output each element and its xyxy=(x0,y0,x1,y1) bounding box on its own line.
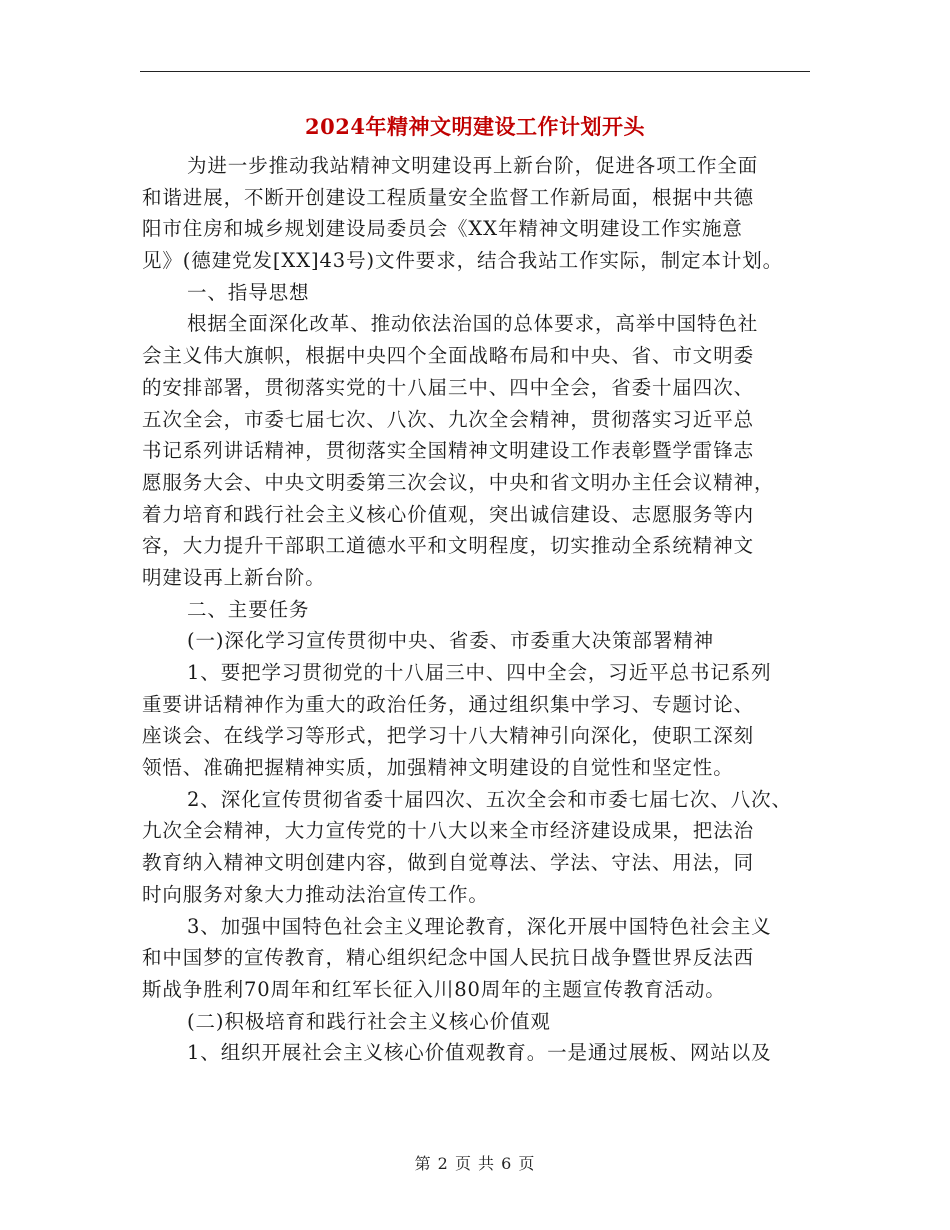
body-line: 时向服务对象大力推动法治宣传工作。 xyxy=(142,882,489,906)
body-line: 书记系列讲话精神，贯彻落实全国精神文明建设工作表彰暨学雷锋志 xyxy=(142,439,755,463)
document-title: 2024年精神文明建设工作计划开头 xyxy=(305,114,645,139)
body-line: 3、加强中国特色社会主义理论教育，深化开展中国特色社会主义 xyxy=(187,914,772,938)
body-line: (二)积极培育和践行社会主义核心价值观 xyxy=(187,1009,551,1033)
body-line: 斯战争胜利70周年和红军长征入川80周年的主题宣传教育活动。 xyxy=(142,977,726,1001)
body-line: 的安排部署，贯彻落实党的十八届三中、四中全会，省委十届四次、 xyxy=(142,375,755,399)
body-line: 2、深化宣传贯彻省委十届四次、五次全会和市委七届七次、八次、 xyxy=(187,787,792,811)
body-line: 九次全会精神，大力宣传党的十八大以来全市经济建设成果，把法治 xyxy=(142,819,755,843)
body-line: 一、指导思想 xyxy=(187,280,310,304)
body-line: 会主义伟大旗帜，根据中央四个全面战略布局和中央、省、市文明委 xyxy=(142,344,755,368)
body-line: 为进一步推动我站精神文明建设再上新台阶，促进各项工作全面 xyxy=(187,154,759,177)
body-line: 教育纳入精神文明创建内容，做到自觉尊法、学法、守法、用法，同 xyxy=(142,851,755,875)
body-line: 和中国梦的宣传教育，精心组织纪念中国人民抗日战争暨世界反法西 xyxy=(142,946,755,970)
body-line: 愿服务大会、中央文明委第三次会议，中央和省文明办主任会议精神， xyxy=(142,470,775,494)
body-line: (一)深化学习宣传贯彻中央、省委、市委重大决策部署精神 xyxy=(187,629,715,653)
body-line: 二、主要任务 xyxy=(187,597,310,621)
body-line: 五次全会，市委七届七次、八次、九次全会精神，贯彻落实习近平总 xyxy=(142,407,755,431)
body-line: 重要讲话精神作为重大的政治任务，通过组织集中学习、专题讨论、 xyxy=(142,692,755,716)
body-line: 1、要把学习贯彻党的十八届三中、四中全会，习近平总书记系列 xyxy=(187,661,772,684)
body-line: 和谐进展，不断开创建设工程质量安全监督工作新局面，根据中共德 xyxy=(142,185,755,209)
body-line: 容，大力提升干部职工道德水平和文明程度，切实推动全系统精神文 xyxy=(142,534,755,558)
body-line: 阳市住房和城乡规划建设局委员会《XX年精神文明建设工作实施意 xyxy=(142,217,743,241)
body-line: 着力培育和践行社会主义核心价值观，突出诚信建设、志愿服务等内 xyxy=(142,502,755,526)
body-line: 领悟、准确把握精神实质，加强精神文明建设的自觉性和坚定性。 xyxy=(142,756,734,780)
document-body xyxy=(142,150,812,1069)
body-line: 见》(德建党发[XX]43号)文件要求，结合我站工作实际，制定本计划。 xyxy=(142,249,784,273)
page-footer: 第 2 页 共 6 页 xyxy=(414,1154,536,1173)
body-line: 1、组织开展社会主义核心价值观教育。一是通过展板、网站以及 xyxy=(187,1041,772,1065)
body-line: 根据全面深化改革、推动依法治国的总体要求，高举中国特色社 xyxy=(187,312,759,336)
body-line: 明建设再上新台阶。 xyxy=(142,565,326,589)
body-line: 座谈会、在线学习等形式，把学习十八大精神引向深化，使职工深刻 xyxy=(142,724,755,748)
header-rule xyxy=(140,71,810,72)
